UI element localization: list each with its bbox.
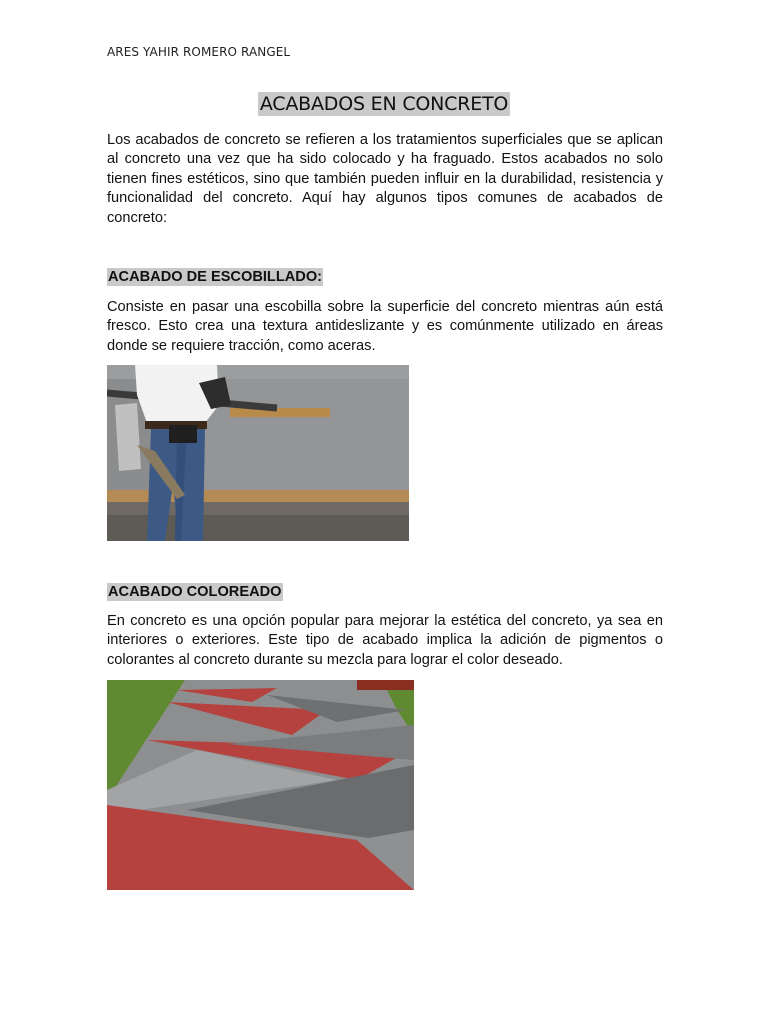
author-name: ARES YAHIR ROMERO RANGEL xyxy=(107,45,291,59)
section-text-coloreado: En concreto es una opción popular para mejorar la estética del concreto, ya sea en interiores o exteriores. Este tipo de acabado implica la adición de pigmentos o colorantes al concreto durante su mezcla para lograr el color deseado. xyxy=(107,613,663,668)
section-heading-escobillado: ACABADO DE ESCOBILLADO: xyxy=(108,269,323,285)
colored-concrete-photo xyxy=(107,680,414,890)
intro-paragraph: Los acabados de concreto se refieren a los tratamientos superficiales que se aplican al concreto una vez que ha sido colocado y ha fraguado. Estos acabados no solo tienen fines estéticos, sino que también pueden influir en la durabilidad, resistencia y funcionalidad del concreto. Aquí hay algunos tipos comunes de acabados de concreto: xyxy=(107,132,663,226)
section-heading-coloreado: ACABADO COLOREADO xyxy=(108,584,282,600)
document-title: ACABADOS EN CONCRETO xyxy=(259,93,509,115)
broom-finish-photo xyxy=(107,365,409,541)
title-block xyxy=(0,92,768,116)
section-text-escobillado: Consiste en pasar una escobilla sobre la superficie del concreto mientras aún está fresco. Esto crea una textura antideslizante y es comúnmente utilizado en áreas donde se requiere tracción, como aceras. xyxy=(107,299,663,354)
